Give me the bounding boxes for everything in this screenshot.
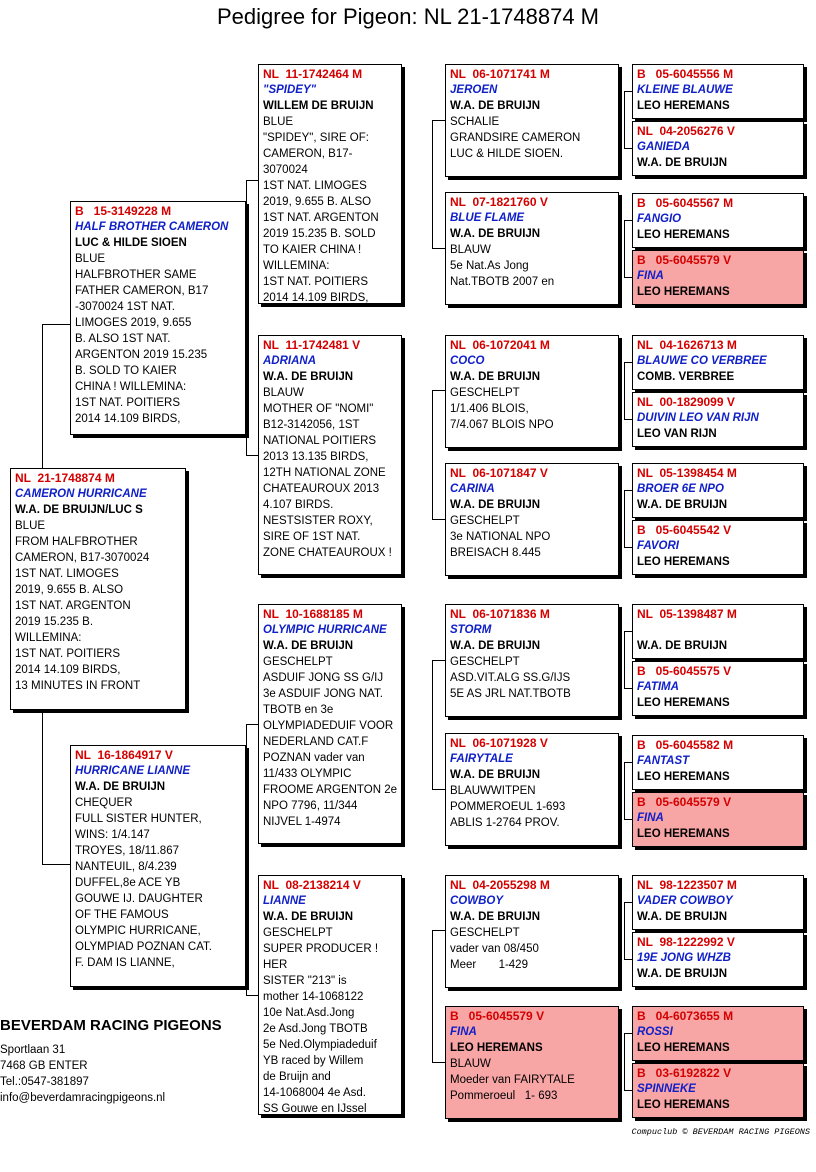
pigeon-owner: W.A. DE BRUIJN [450, 911, 541, 923]
connector-line [624, 490, 632, 491]
connector-line [246, 724, 247, 995]
pigeon-card-dd [258, 875, 402, 1115]
pigeon-owner: W.A. DE BRUIJN [263, 371, 354, 383]
pigeon-card-s [70, 201, 246, 435]
pigeon-card-g8 [632, 520, 804, 575]
pigeon-name: KLEINE BLAUWE [637, 84, 733, 96]
pigeon-color: CHEQUER [75, 797, 133, 809]
pigeon-name: FAIRYTALE [450, 753, 513, 765]
connector-line [42, 324, 43, 468]
pigeon-info: FROM HALFBROTHER CAMERON, B17-3070024 1ST NAT. LIMOGES 2019, 9.655 B. ALSO 1ST NAT. ARGENTON 2019 15.235 B. WILLEMINA: 1ST NAT. POITIERS 2014 14.109 BIRDS, 13 MINUTES IN FRONT [15, 536, 150, 692]
pigeon-card-g11 [632, 735, 804, 790]
pigeon-name: LIANNE [263, 895, 306, 907]
breeder-email[interactable]: info@beverdamracingpigeons.nl [0, 1092, 166, 1104]
pigeon-ring: B 05-6045582 M [637, 738, 734, 752]
pigeon-color: BLAUWWITPEN [450, 785, 536, 797]
pigeon-owner: W.A. DE BRUIJN [450, 100, 541, 112]
pigeon-name: 19E JONG WHZB [637, 952, 731, 964]
breeder-footer [0, 1018, 222, 1106]
pigeon-card-g14 [632, 932, 804, 987]
connector-line [624, 91, 632, 92]
connector-line [432, 519, 445, 520]
pigeon-color: GESCHELPT [450, 927, 520, 939]
pigeon-name: HURRICANE LIANNE [75, 765, 190, 777]
pigeon-name: STORM [450, 624, 492, 636]
pigeon-name: FATIMA [637, 681, 679, 693]
pigeon-color: GESCHELPT [263, 927, 333, 939]
pigeon-ring: NL 08-2138214 V [263, 878, 361, 892]
pigeon-ring: B 05-6045579 V [637, 253, 732, 267]
pigeon-info: FULL SISTER HUNTER, WINS: 1/4.147 TROYES, 18/11.867 NANTEUIL, 8/4.239 DUFFEL,8e ACE YB GOUWE IJ. DAUGHTER OF THE FAMOUS OLYMPIC HURRICANE, OLYMPIAD POZNAN CAT. F. DAM IS LIANNE, [75, 813, 212, 969]
pigeon-name: VADER COWBOY [637, 895, 733, 907]
pigeon-owner: W.A. DE BRUIJN [263, 911, 354, 923]
connector-line [624, 762, 632, 763]
pigeon-ring: B 05-6045579 V [637, 795, 732, 809]
connector-line [246, 995, 258, 996]
pigeon-name: COCO [450, 355, 485, 367]
connector-line [432, 1062, 445, 1063]
connector-line [624, 902, 632, 903]
connector-line [432, 660, 433, 789]
pigeon-ring: NL 16-1864917 V [75, 748, 173, 762]
pigeon-ring: NL 04-1626713 M [637, 338, 737, 352]
pigeon-card-ssd [445, 192, 619, 305]
pigeon-owner: WILLEM DE BRUIJN [263, 100, 374, 112]
pigeon-name: ADRIANA [263, 355, 317, 367]
connector-line [246, 724, 258, 725]
pigeon-ring: NL 05-1398487 M [637, 607, 737, 621]
connector-line [432, 120, 433, 248]
connector-line [432, 660, 445, 661]
pigeon-name: FINA [637, 270, 664, 282]
connector-line [624, 959, 632, 960]
pigeon-ring: NL 11-1742481 V [263, 338, 361, 352]
pigeon-info: ASDUIF JONG SS G/IJ 3e ASDUIF JONG NAT. TBOTB en 3e OLYMPIADEDUIF VOOR NEDERLAND CAT.F POZNAN vader van 11/433 OLYMPIC FROOME ARGENTON 2e NPO 7796, 11/344 NIJVEL 1-4974 [263, 672, 397, 828]
pigeon-card-dsd [445, 733, 619, 846]
connector-line [246, 180, 247, 455]
connector-line [624, 631, 625, 688]
connector-line [624, 490, 625, 547]
pigeon-name: CAMERON HURRICANE [15, 488, 147, 500]
connector-line [432, 930, 445, 931]
pigeon-ring: NL 06-1071928 V [450, 736, 548, 750]
connector-line [624, 362, 632, 363]
pigeon-ring: B 15-3149228 M [75, 204, 172, 218]
pigeon-ring: B 05-6045575 V [637, 664, 732, 678]
pigeon-info: GRANDSIRE CAMERON LUC & HILDE SIOEN. [450, 132, 581, 160]
connector-line [624, 148, 632, 149]
pigeon-owner: W.A. DE BRUIJN [637, 968, 728, 980]
pigeon-owner: W.A. DE BRUIJN [75, 781, 166, 793]
pigeon-color: GESCHELPT [450, 656, 520, 668]
pigeon-card-ds [258, 604, 402, 844]
pigeon-ring: NL 21-1748874 M [15, 471, 115, 485]
pigeon-owner: LEO VAN RIJN [637, 428, 717, 440]
pigeon-owner: LEO HEREMANS [637, 771, 730, 783]
pigeon-owner: W.A. DE BRUIJN [450, 499, 541, 511]
pigeon-name: SPINNEKE [637, 1083, 696, 1095]
connector-line [432, 248, 445, 249]
breeder-phone: Tel.:0547-381897 [0, 1076, 89, 1088]
connector-line [624, 362, 625, 419]
pigeon-card-d [70, 745, 246, 987]
pigeon-name: FANGIO [637, 213, 682, 225]
pigeon-info: vader van 08/450 Meer 1-429 [450, 943, 539, 971]
connector-line [624, 220, 625, 277]
pigeon-name: FINA [450, 1026, 477, 1038]
connector-line [432, 390, 445, 391]
connector-line [624, 277, 632, 278]
pigeon-card-g5 [632, 335, 804, 390]
pigeon-name: HALF BROTHER CAMERON [75, 221, 229, 233]
pigeon-card-g10 [632, 661, 804, 716]
pigeon-ring: B 05-6045542 V [637, 523, 732, 537]
pigeon-info: POMMEROEUL 1-693 ABLIS 1-2764 PROV. [450, 801, 566, 829]
connector-line [42, 710, 43, 864]
page-title: Pedigree for Pigeon: NL 21-1748874 M [217, 4, 599, 29]
pigeon-card-g1 [632, 64, 804, 119]
pigeon-ring: NL 06-1072041 M [450, 338, 550, 352]
pigeon-color: BLAUW [263, 387, 304, 399]
connector-line [624, 220, 632, 221]
pigeon-card-sss [445, 64, 619, 177]
pigeon-color: BLAUW [450, 244, 491, 256]
pigeon-ring: NL 10-1688185 M [263, 607, 363, 621]
pigeon-card-g6 [632, 392, 804, 447]
connector-line [624, 91, 625, 148]
pigeon-name: OLYMPIC HURRICANE [263, 624, 387, 636]
pigeon-owner: W.A. DE BRUIJN [263, 640, 354, 652]
pigeon-color: GESCHELPT [450, 515, 520, 527]
pigeon-name: GANIEDA [637, 141, 691, 153]
connector-line [432, 789, 445, 790]
pigeon-ring: NL 05-1398454 M [637, 466, 737, 480]
pigeon-owner: LEO HEREMANS [637, 1099, 730, 1111]
pigeon-card-dds [445, 875, 619, 988]
connector-line [624, 1033, 625, 1090]
pigeon-card-g4 [632, 250, 804, 305]
pigeon-owner: LEO HEREMANS [637, 1042, 730, 1054]
pigeon-owner: W.A. DE BRUIJN [450, 371, 541, 383]
pigeon-owner: W.A. DE BRUIJN [637, 640, 728, 652]
pigeon-info: 3e NATIONAL NPO BREISACH 8.445 [450, 531, 551, 559]
pigeon-owner: LUC & HILDE SIOEN [75, 237, 187, 249]
pigeon-owner: LEO HEREMANS [637, 556, 730, 568]
pigeon-info: ASD.VIT.ALG SS.G/IJS 5E AS JRL NAT.TBOTB [450, 672, 571, 700]
pigeon-owner: LEO HEREMANS [637, 100, 730, 112]
pigeon-name: FAVORI [637, 540, 679, 552]
pigeon-owner: W.A. DE BRUIJN [450, 769, 541, 781]
pigeon-ring: NL 06-1071847 V [450, 466, 548, 480]
pigeon-info: HALFBROTHER SAME FATHER CAMERON, B17 -3070024 1ST NAT. LIMOGES 2019, 9.655 B. ALSO 1ST NAT. ARGENTON 2019 15.235 B. SOLD TO KAIER CHINA ! WILLEMINA: 1ST NAT. POITIERS 2014 14.109 BIRDS, [75, 269, 209, 425]
pigeon-card-g9 [632, 604, 804, 659]
connector-line [624, 547, 632, 548]
pigeon-ring: B 05-6045567 M [637, 196, 734, 210]
connector-line [432, 930, 433, 1062]
connector-line [624, 688, 632, 689]
pigeon-owner: LEO HEREMANS [637, 697, 730, 709]
pigeon-card-g3 [632, 193, 804, 248]
pigeon-name: BLUE FLAME [450, 212, 525, 224]
pigeon-owner: LEO HEREMANS [637, 286, 730, 298]
pigeon-owner: W.A. DE BRUIJN [450, 640, 541, 652]
pigeon-ring: NL 04-2055298 M [450, 878, 550, 892]
pigeon-card-g13 [632, 875, 804, 930]
pigeon-info: Moeder van FAIRYTALE Pommeroeul 1- 693 [450, 1074, 575, 1102]
pigeon-card-g15 [632, 1006, 804, 1061]
breeder-name: BEVERDAM RACING PIGEONS [0, 1017, 222, 1034]
pigeon-info: MOTHER OF "NOMI" B12-3142056, 1ST NATIONAL POITIERS 2013 13.135 BIRDS, 12TH NATIONAL ZONE CHATEAUROUX 2013 4.107 BIRDS. NESTSISTER ROXY, SIRE OF 1ST NAT. ZONE CHATEAUROUX ! [263, 403, 392, 559]
pigeon-card-sdd [445, 463, 619, 576]
pigeon-color: BLUE [75, 253, 106, 265]
pigeon-ring: NL 98-1222992 V [637, 935, 735, 949]
pigeon-owner: LEO HEREMANS [637, 828, 730, 840]
pigeon-color: BLAUW [450, 1058, 491, 1070]
pigeon-card-g16 [632, 1063, 804, 1118]
pigeon-card-g2 [632, 121, 804, 176]
connector-line [624, 819, 632, 820]
connector-line [246, 455, 258, 456]
connector-line [432, 120, 445, 121]
pigeon-name: FINA [637, 812, 664, 824]
pigeon-card-g12 [632, 792, 804, 847]
pigeon-name: COWBOY [450, 895, 504, 907]
pigeon-ring: B 05-6045579 V [450, 1009, 545, 1023]
pigeon-owner: LEO HEREMANS [450, 1042, 543, 1054]
pigeon-ring: NL 04-2056276 V [637, 124, 735, 138]
pigeon-name: DUIVIN LEO VAN RIJN [637, 412, 759, 424]
pigeon-ring: NL 06-1071741 M [450, 67, 550, 81]
pigeon-name: CARINA [450, 483, 495, 495]
pigeon-ring: NL 11-1742464 M [263, 67, 363, 81]
connector-line [42, 864, 70, 865]
pigeon-card-ss [258, 64, 402, 304]
pigeon-owner: W.A. DE BRUIJN [637, 911, 728, 923]
pigeon-name: "SPIDEY" [263, 84, 317, 96]
pigeon-card-dss [445, 604, 619, 717]
pigeon-name: JEROEN [450, 84, 498, 96]
pigeon-ring: B 04-6073655 M [637, 1009, 734, 1023]
pigeon-info: 5e Nat.As Jong Nat.TBOTB 2007 en [450, 260, 555, 288]
connector-line [624, 419, 632, 420]
pigeon-card-g7 [632, 463, 804, 518]
connector-line [624, 1033, 632, 1034]
pigeon-owner: W.A. DE BRUIJN/LUC S [15, 504, 143, 516]
pigeon-ring: B 03-6192822 V [637, 1066, 732, 1080]
pigeon-card-sd [258, 335, 402, 575]
pigeon-owner: COMB. VERBREE [637, 371, 735, 383]
pigeon-ring: NL 07-1821760 V [450, 195, 548, 209]
pigeon-color: SCHALIE [450, 116, 500, 128]
pigeon-color: BLUE [15, 520, 46, 532]
pigeon-owner: LEO HEREMANS [637, 229, 730, 241]
pigeon-ring: NL 98-1223507 M [637, 878, 737, 892]
pigeon-card-ddd [445, 1006, 619, 1119]
pigeon-owner: W.A. DE BRUIJN [637, 157, 728, 169]
pigeon-ring: NL 06-1071836 M [450, 607, 550, 621]
pigeon-ring: B 05-6045556 M [637, 67, 734, 81]
connector-line [624, 631, 632, 632]
pigeon-info: 1/1.406 BLOIS, 7/4.067 BLOIS NPO [450, 403, 554, 431]
pigeon-owner: W.A. DE BRUIJN [637, 499, 728, 511]
pigeon-color: GESCHELPT [450, 387, 520, 399]
connector-line [624, 762, 625, 819]
pigeon-info: SUPER PRODUCER ! HER SISTER "213" is mother 14-1068122 10e Nat.Asd.Jong 2e Asd.Jong TBOTB 5e Ned.Olympiadeduif YB raced by Willem de Bruijn and 14-1068004 4e Asd. SS Gouwe en IJssel [263, 943, 379, 1115]
pigeon-ring: NL 00-1829099 V [637, 395, 735, 409]
pigeon-owner: W.A. DE BRUIJN [450, 228, 541, 240]
pigeon-name: ROSSI [637, 1026, 673, 1038]
breeder-street: Sportlaan 31 [0, 1044, 66, 1056]
pigeon-color: BLUE [263, 116, 294, 128]
connector-line [624, 902, 625, 959]
connector-line [432, 390, 433, 519]
pigeon-name: FANTAST [637, 755, 690, 767]
connector-line [246, 180, 258, 181]
connector-line [42, 324, 70, 325]
software-credit: Compuclub © BEVERDAM RACING PIGEONS [631, 1127, 810, 1137]
pigeon-color: GESCHELPT [263, 656, 333, 668]
connector-line [624, 1090, 632, 1091]
pigeon-name: BROER 6E NPO [637, 483, 724, 495]
pigeon-card-p0 [10, 468, 186, 710]
pigeon-name [637, 622, 799, 638]
breeder-city: 7468 GB ENTER [0, 1060, 88, 1072]
pigeon-name: BLAUWE CO VERBREE [637, 355, 767, 367]
pigeon-info: "SPIDEY", SIRE OF: CAMERON, B17-3070024 1ST NAT. LIMOGES 2019, 9.655 B. ALSO 1ST NAT. ARGENTON 2019 15.235 B. SOLD TO KAIER CHINA ! WILLEMINA: 1ST NAT. POITIERS 2014 14.109 BIRDS, [263, 132, 379, 304]
pigeon-card-sds [445, 335, 619, 448]
